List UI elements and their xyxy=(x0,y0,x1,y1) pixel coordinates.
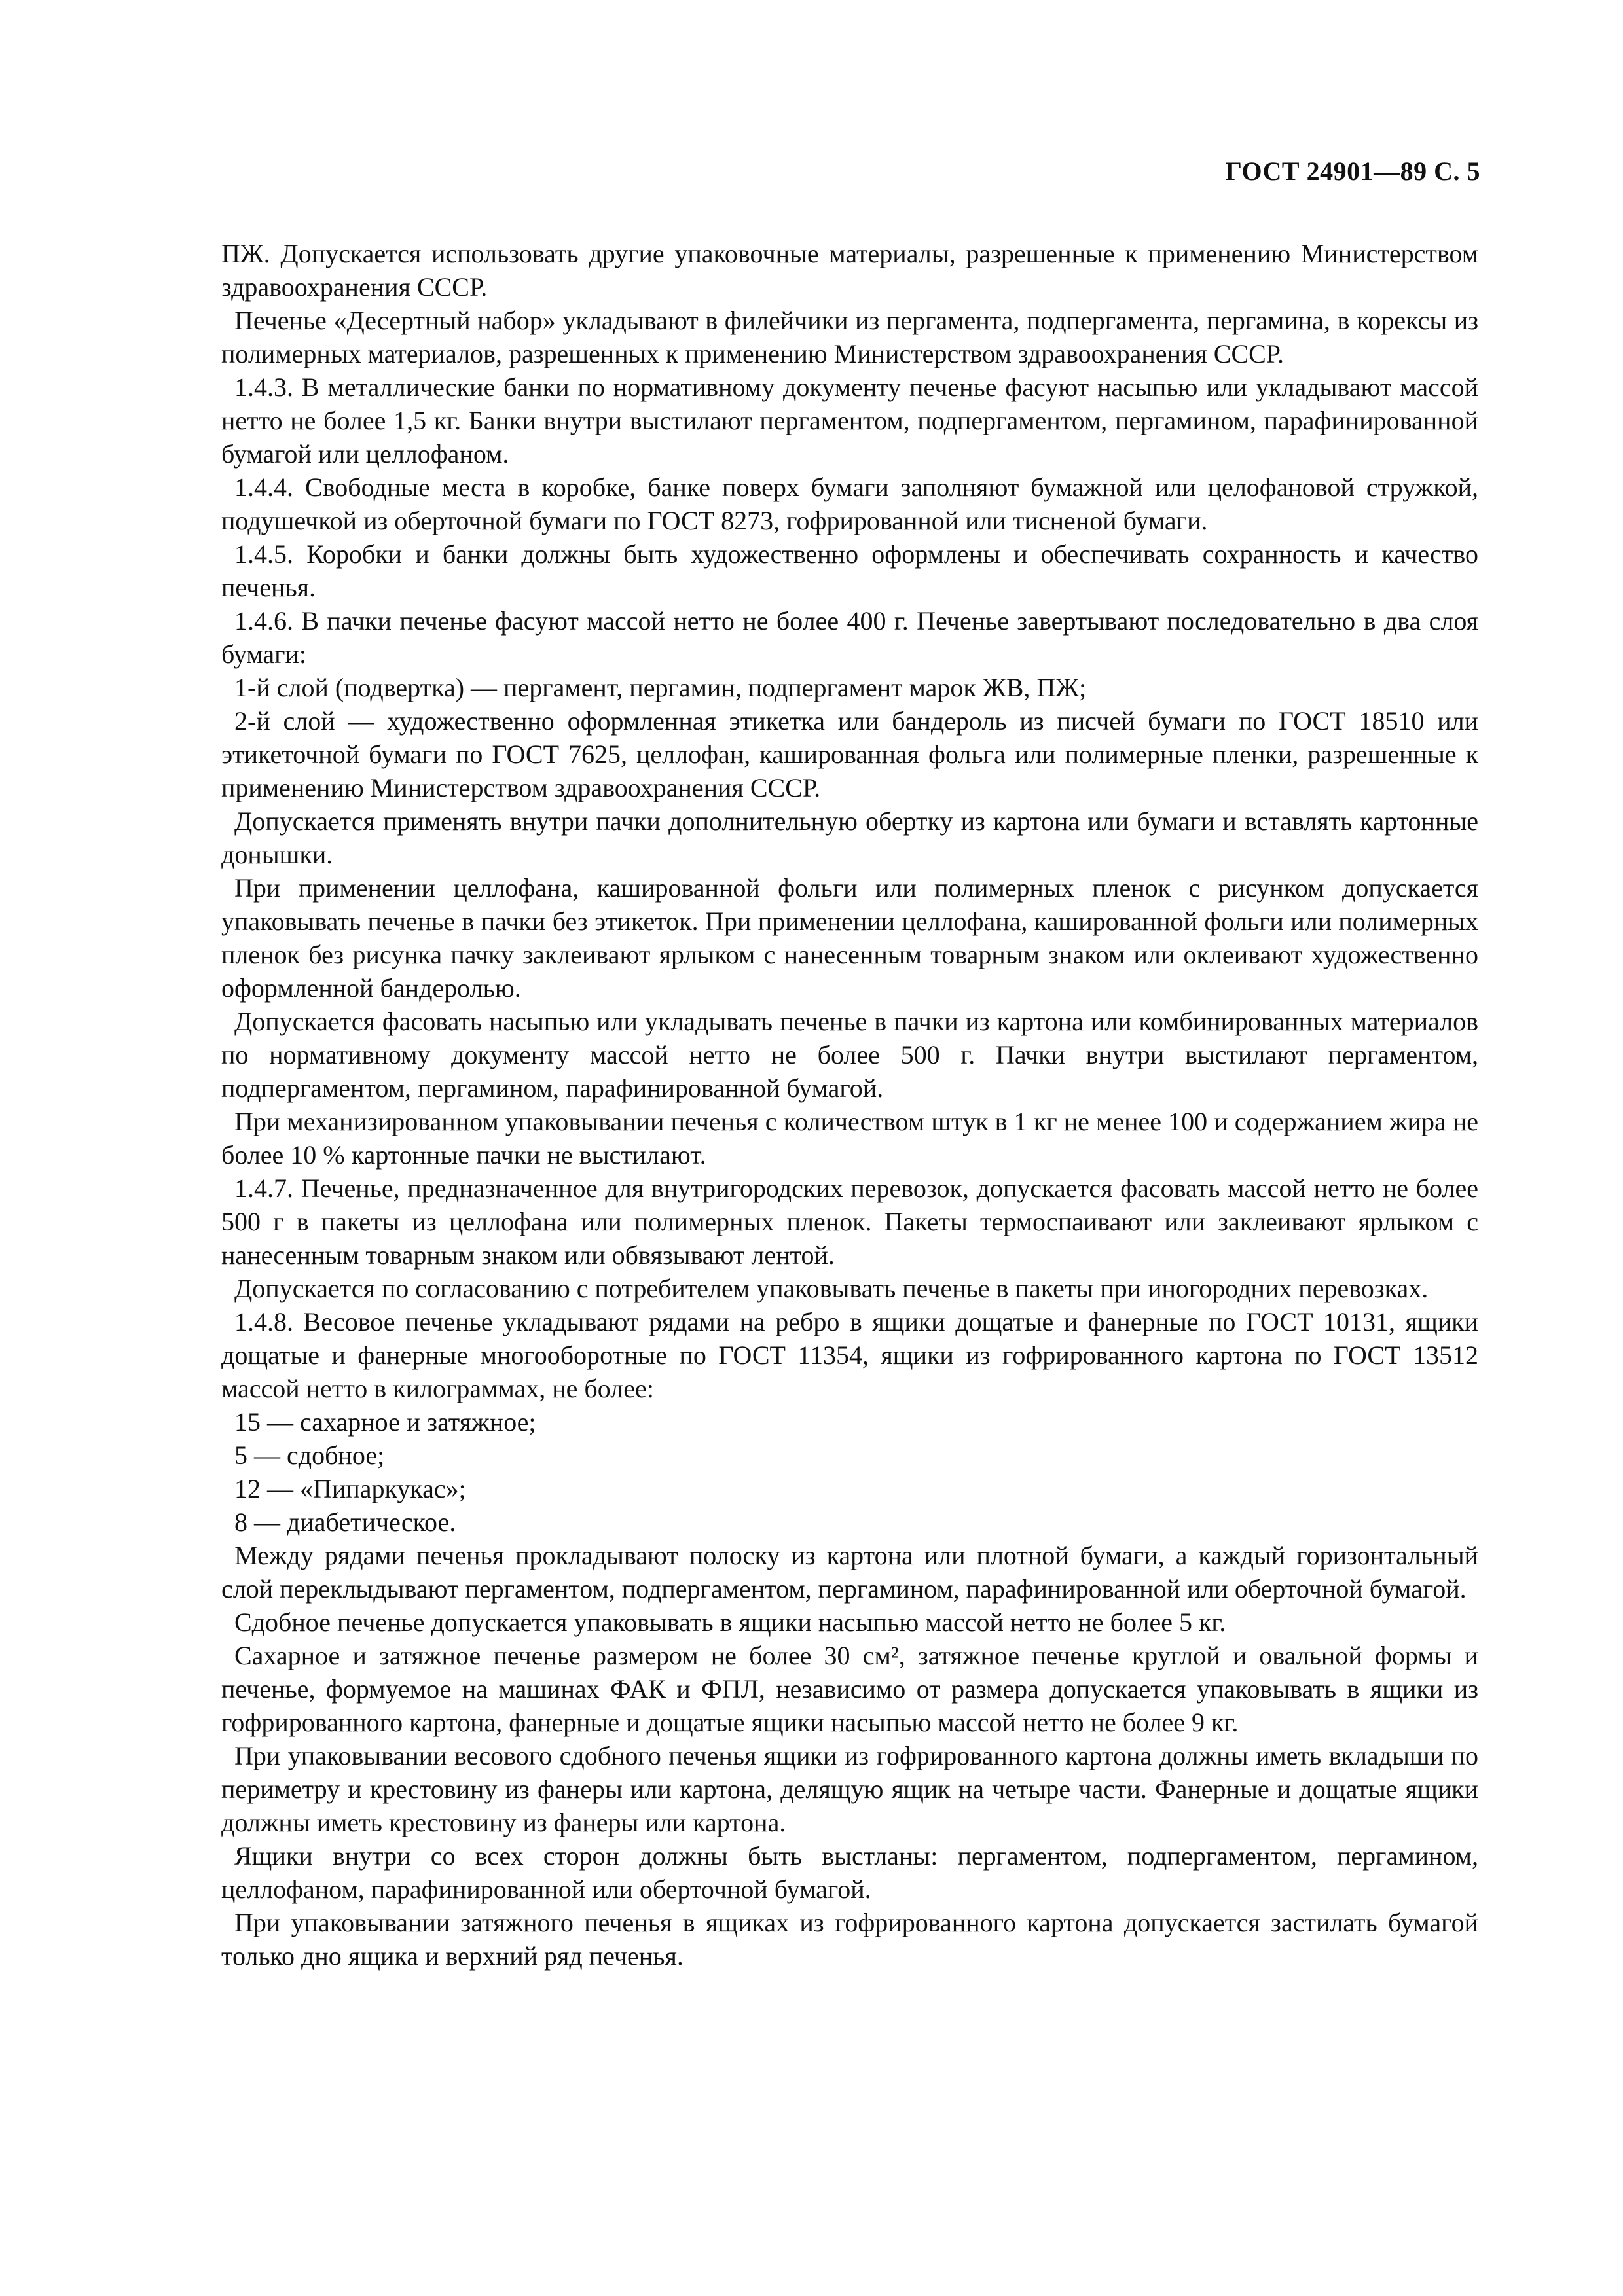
paragraph: 1.4.8. Весовое печенье укладывают рядами на ребро в ящики дощатые и фанерные по ГОСТ 10131, ящики дощатые и фанерные многооборотные по ГОСТ 11354, ящики из гофрированного картона по ГОСТ 13512 массой нетто в килограммах, не более: xyxy=(221,1307,1478,1403)
running-header: ГОСТ 24901—89 С. 5 xyxy=(1225,156,1480,186)
paragraph: 1.4.6. В пачки печенье фасуют массой нетто не более 400 г. Печенье завертывают последовательно в два слоя бумаги: xyxy=(221,606,1478,669)
list-item: 12 — «Пипаркукас»; xyxy=(234,1474,466,1503)
list-item: 5 — сдобное; xyxy=(234,1441,385,1470)
paragraph: Допускается по согласованию с потребителем упаковывать печенье в пакеты при иногородних перевозках. xyxy=(234,1274,1429,1303)
paragraph: Между рядами печенья прокладывают полоску из картона или плотной бумаги, а каждый горизонтальный слой переклыдывают пергаментом, подпергаментом, пергамином, парафинированной или оберточной бумагой. xyxy=(221,1541,1478,1604)
paragraph: При применении целлофана, кашированной фольги или полимерных пленок с рисунком допускается упаковывать печенье в пачки без этикеток. При применении целлофана, кашированной фольги или полимерных пленок без рисунка пачку заклеивают ярлыком с нанесенным товарным знаком или оклеивают художественно оформленной бандеролью. xyxy=(221,873,1478,1003)
paragraph: ПЖ. Допускается использовать другие упаковочные материалы, разрешенные к применению Министерством здравоохранения СССР. xyxy=(221,239,1478,302)
paragraph: При упаковывании затяжного печенья в ящиках из гофрированного картона допускается застилать бумагой только дно ящика и верхний ряд печенья. xyxy=(221,1908,1478,1971)
paragraph: Допускается фасовать насыпью или укладывать печенье в пачки из картона или комбинированных материалов по нормативному документу массой нетто не более 500 г. Пачки внутри выстилают пергаментом, подпергаментом, пергамином, парафинированной бумагой. xyxy=(221,1007,1478,1103)
paragraph: При упаковывании весового сдобного печенья ящики из гофрированного картона должны иметь вкладыши по периметру и крестовину из фанеры или картона, делящую ящик на четыре части. Фанерные и дощатые ящики должны иметь крестовину из фанеры или картона. xyxy=(221,1741,1478,1837)
paragraph: 1.4.7. Печенье, предназначенное для внутригородских перевозок, допускается фасовать массой нетто не более 500 г в пакеты из целлофана или полимерных пленок. Пакеты термоспаивают или заклеивают ярлыком с нанесенным товарным знаком или обвязывают лентой. xyxy=(221,1174,1478,1270)
paragraph: 1-й слой (подвертка) — пергамент, пергамин, подпергамент марок ЖВ, ПЖ; xyxy=(234,673,1087,702)
paragraph: 1.4.4. Свободные места в коробке, банке поверх бумаги заполняют бумажной или целофановой стружкой, подушечкой из оберточной бумаги по ГОСТ 8273, гофрированной или тисненой бумаги. xyxy=(221,473,1478,535)
paragraph: При механизированном упаковывании печенья с количеством штук в 1 кг не менее 100 и содержанием жира не более 10 % картонные пачки не выстилают. xyxy=(221,1107,1478,1170)
paragraph: 1.4.5. Коробки и банки должны быть художественно оформлены и обеспечивать сохранность и качество печенья. xyxy=(221,539,1478,602)
paragraph: Сахарное и затяжное печенье размером не более 30 см², затяжное печенье круглой и овальной формы и печенье, формуемое на машинах ФАК и ФПЛ, независимо от размера допускается упаковывать в ящики из гофрированного картона, фанерные и дощатые ящики насыпью массой нетто не более 9 кг. xyxy=(221,1641,1478,1737)
document-body xyxy=(221,237,1478,1973)
paragraph: 2-й слой — художественно оформленная этикетка или бандероль из писчей бумаги по ГОСТ 18510 или этикеточной бумаги по ГОСТ 7625, целлофан, кашированная фольга или полимерные пленки, разрешенные к применению Министерством здравоохранения СССР. xyxy=(221,706,1478,802)
list-item: 8 — диабетическое. xyxy=(234,1507,456,1537)
paragraph: Печенье «Десертный набор» укладывают в филейчики из пергамента, подпергамента, пергамина, в корексы из полимерных материалов, разрешенных к применению Министерством здравоохранения СССР. xyxy=(221,306,1478,368)
list-item: 15 — сахарное и затяжное; xyxy=(234,1407,536,1437)
paragraph: 1.4.3. В металлические банки по нормативному документу печенье фасуют насыпью или укладывают массой нетто не более 1,5 кг. Банки внутри выстилают пергаментом, подпергаментом, пергамином, парафинированной бумагой или целлофаном. xyxy=(221,372,1478,469)
paragraph: Сдобное печенье допускается упаковывать в ящики насыпью массой нетто не более 5 кг. xyxy=(234,1607,1226,1637)
paragraph: Допускается применять внутри пачки дополнительную обертку из картона или бумаги и вставлять картонные донышки. xyxy=(221,806,1478,869)
paragraph: Ящики внутри со всех сторон должны быть выстланы: пергаментом, подпергаментом, пергамином, целлофаном, парафинированной или оберточной бумагой. xyxy=(221,1841,1478,1904)
